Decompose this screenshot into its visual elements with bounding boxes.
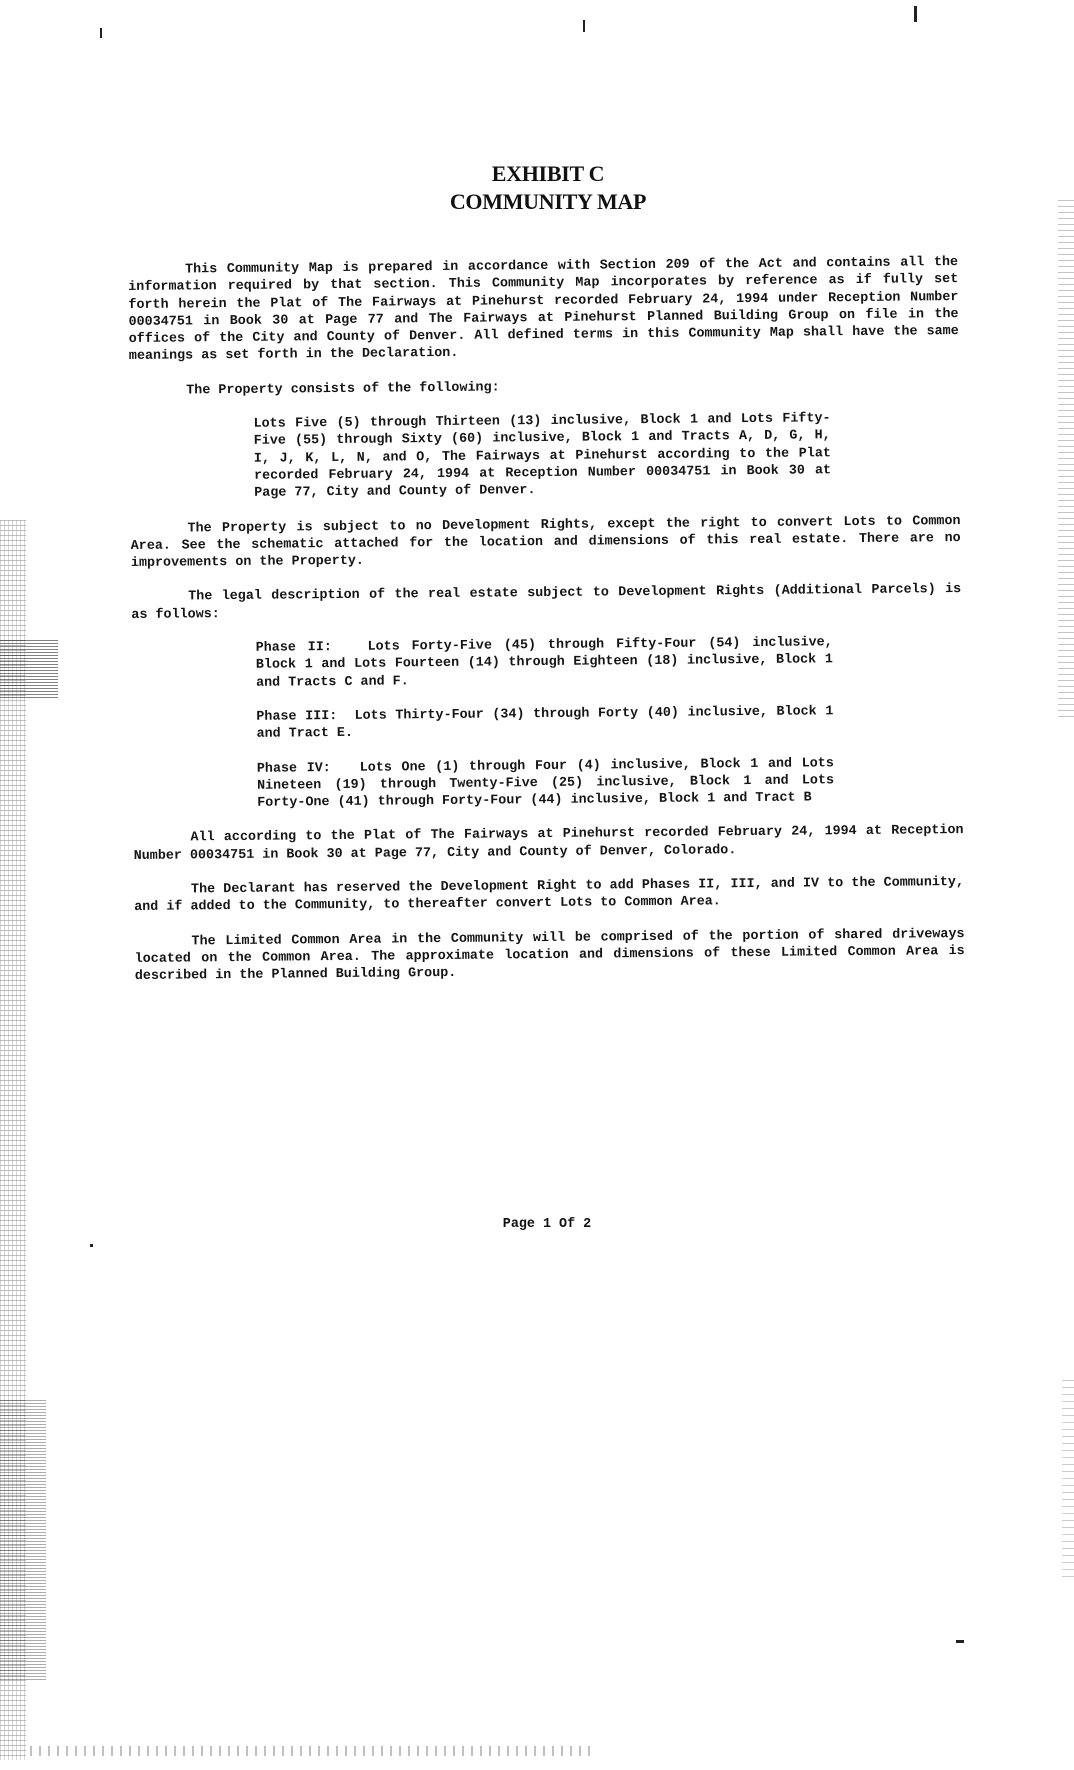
community-map-heading: COMMUNITY MAP: [449, 189, 647, 214]
development-rights-paragraph: The Property is subject to no Development Rights, except the right to convert Lots to Common Area. See the schematic attached for the location and dimensions of this real estate. There are no improvements on the Property.: [130, 513, 961, 572]
property-intro: The Property consists of the following:: [186, 380, 500, 399]
phase-iii-description: [132, 703, 833, 744]
scan-artifact: [956, 1640, 964, 1643]
declarant-paragraph: The Declarant has reserved the Development Right to add Phases II, III, and IV to the Community, and if added to the Community, to thereafter convert Lots to Common Area.: [134, 875, 965, 916]
legal-description-paragraph: The legal description of the real estate subject to Development Rights (Additional Parcels) is as follows:: [131, 582, 962, 623]
phase-label: Phase III:: [256, 708, 338, 725]
phase-iv-description: [133, 755, 834, 814]
scan-noise: [0, 640, 58, 700]
phase-text: Lots Thirty-Four (34) through Forty (40) inclusive, Block 1 and Tract E.: [256, 704, 834, 743]
scan-artifact: [100, 28, 102, 38]
property-description: Lots Five (5) through Thirteen (13) inclusive, Block 1 and Lots Fifty-Five (55) through Sixty (60) inclusive, Block 1 and Tracts A, D, G, H, I, J, K, L, N, and O, The Fairways at Pinehurst according to the Plat recorded February 24, 1994 at Reception Number 00034751 in Book 30 at Page 77, City and County of Denver.: [253, 411, 832, 502]
scan-artifact: [914, 6, 917, 22]
phase-text: Lots One (1) through Four (4) inclusive, Block 1 and Lots Nineteen (19) through Twenty-Five (25) inclusive, Block 1 and Lots Forty-One (41) through Forty-Four (44) inclusive, Block 1 and Tract B: [256, 755, 835, 811]
scan-artifact: [90, 1244, 93, 1247]
scan-noise: [0, 1400, 46, 1680]
limited-common-area-paragraph: The Limited Common Area in the Community will be comprised of the portion of shared driveways located on the Common Area. The approximate location and dimensions of these Limited Common Area is described in the Planned Building Group.: [134, 926, 965, 985]
scan-artifact: [583, 20, 585, 32]
intro-paragraph: This Community Map is prepared in accordance with Section 209 of the Act and contains all the information required by that section. This Community Map incorporates by reference as if fully set forth herein the Plat of The Fairways at Pinehurst recorded February 24, 1994 under Reception Number 00034751 in Book 30 at Page 77 and The Fairways at Pinehurst Planned Building Group on file in the offices of the City and County of Denver. All defined terms in this Community Map shall have the same meanings as set forth in the Declaration.: [128, 255, 959, 365]
document-body: [128, 254, 965, 1002]
phase-label: Phase IV:: [256, 760, 331, 777]
document-title: [0, 160, 1074, 216]
scan-noise: [1058, 200, 1074, 720]
phase-ii-description: [132, 634, 833, 693]
page-number: Page 1 Of 2: [502, 1217, 592, 1232]
plat-paragraph: All according to the Plat of The Fairways at Pinehurst recorded February 24, 1994 at Reception Number 00034751 in Book 30 at Page 77, City and County of Denver, Colorado.: [133, 823, 964, 864]
phase-label: Phase II:: [255, 640, 332, 656]
exhibit-label: EXHIBIT C: [491, 161, 605, 186]
phase-text: Lots Forty-Five (45) through Fifty-Four (54) inclusive, Block 1 and Lots Fourteen (14) through Eighteen (18) inclusive, Block 1 and Tracts C and F.: [255, 635, 833, 691]
scan-noise: [1062, 1380, 1074, 1580]
scan-noise: [30, 1746, 590, 1756]
